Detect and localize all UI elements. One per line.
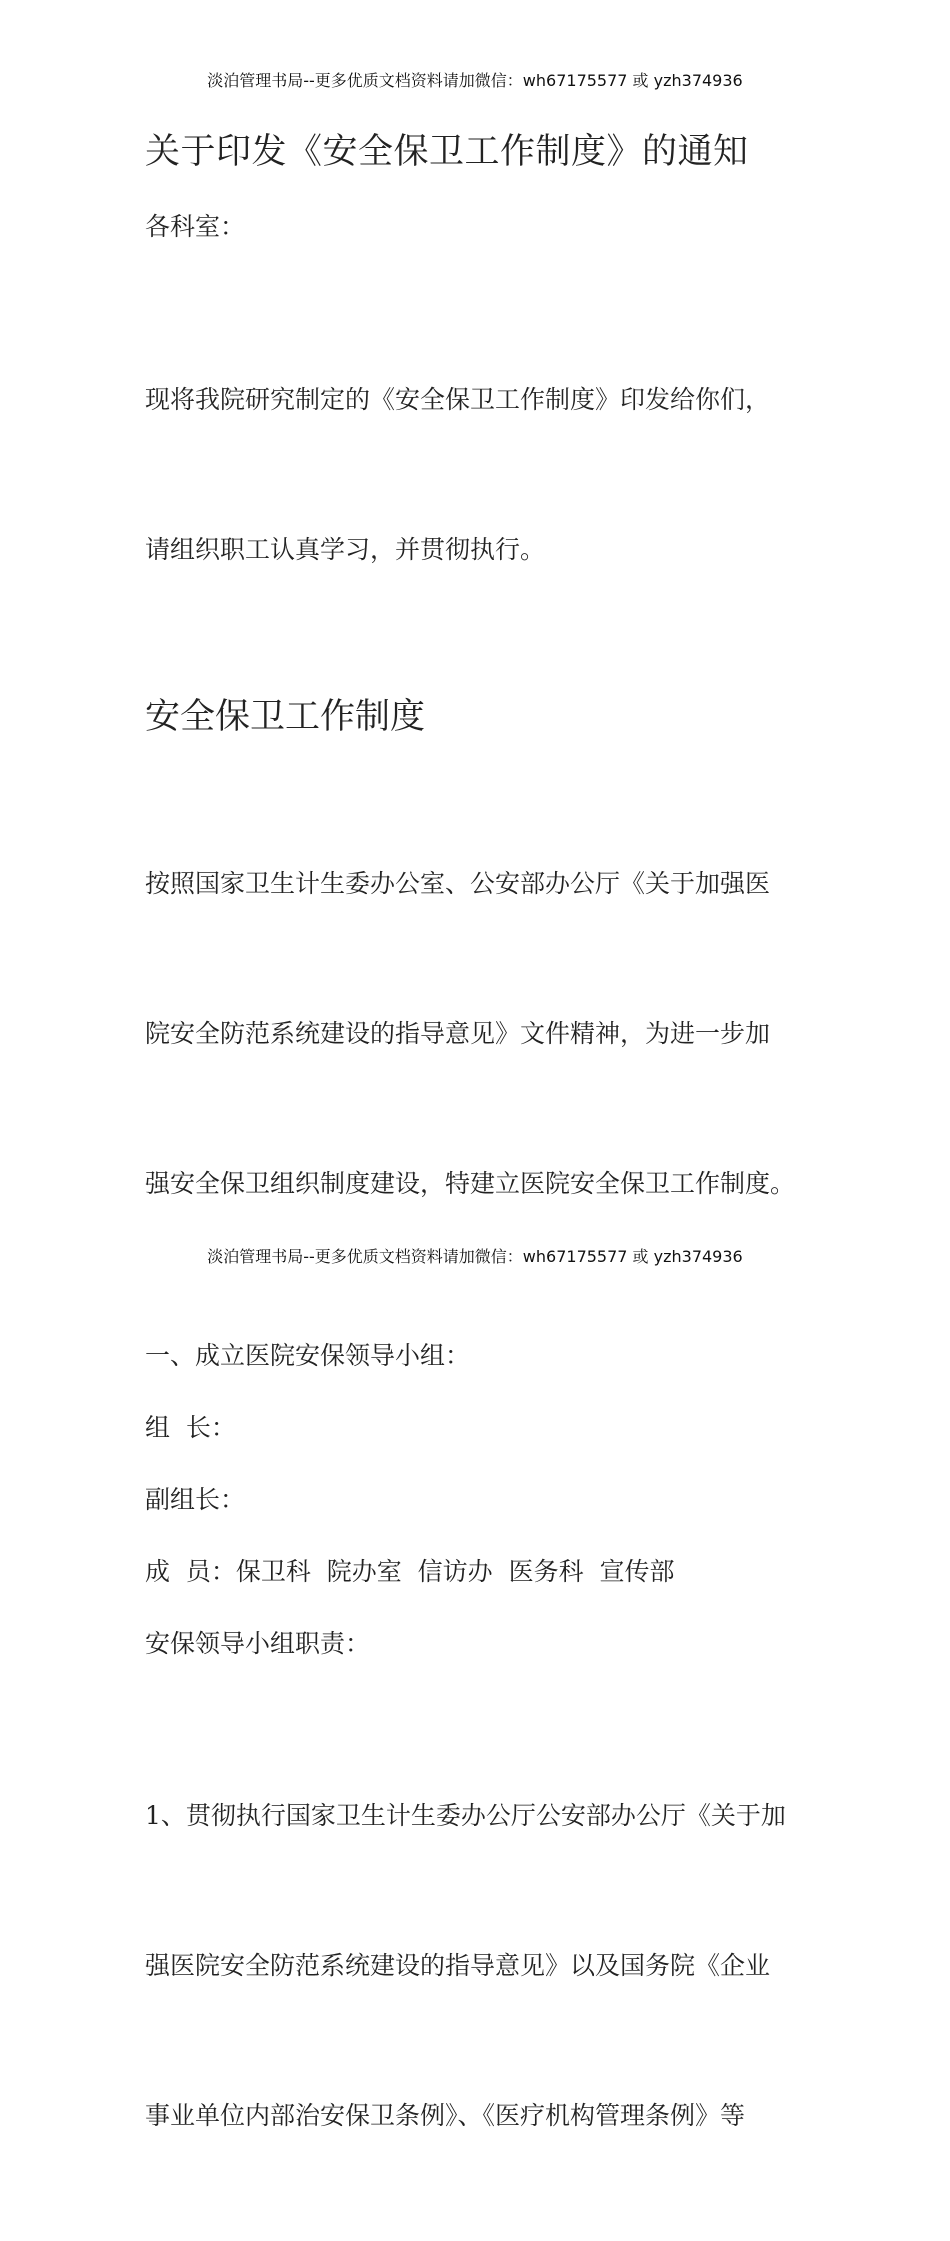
members-line: 成 员：保卫科 院办室 信访办 医务科 宣传部: [145, 1557, 675, 1586]
leader-line: 组 长：: [145, 1413, 236, 1442]
section-one-heading: 一、成立医院安保领导小组：: [145, 1341, 471, 1370]
notice-body-line: 现将我院研究制定的《安全保卫工作制度》印发给你们，: [145, 385, 771, 414]
intro-line: 按照国家卫生计生委办公室、公安部办公厅《关于加强医: [145, 869, 771, 898]
document-content: [145, 130, 825, 2241]
page-footer: 淡泊管理书局--更多优质文档资料请加微信：wh67175577 或 yzh374936: [207, 1247, 743, 1266]
deputy-leader-line: 副组长：: [145, 1485, 246, 1514]
duty-line: 强医院安全防范系统建设的指导意见》以及国务院《企业: [145, 1951, 771, 1980]
notice-body: [145, 275, 825, 675]
notice-body-line: 请组织职工认真学习，并贯彻执行。: [145, 535, 546, 564]
duty-item-1: [145, 1691, 825, 2241]
duty-line: 1、贯彻执行国家卫生计生委办公厅公安部办公厅《关于加: [145, 1801, 786, 1830]
intro-line: 强安全保卫组织制度建设，特建立医院安全保卫工作制度。: [145, 1169, 796, 1198]
duty-line: 事业单位内部治安保卫条例》、《医疗机构管理条例》等: [145, 2101, 746, 2130]
intro-paragraph: [145, 759, 825, 1309]
notice-title: 关于印发《安全保卫工作制度》的通知: [145, 132, 749, 172]
intro-line: 院安全防范系统建设的指导意见》文件精神，为进一步加: [145, 1019, 771, 1048]
rule-title: 安全保卫工作制度: [145, 697, 426, 737]
salutation: 各科室：: [145, 212, 246, 241]
duties-heading: 安保领导小组职责：: [145, 1629, 371, 1658]
page-header: 淡泊管理书局--更多优质文档资料请加微信：wh67175577 或 yzh374936: [207, 71, 743, 90]
